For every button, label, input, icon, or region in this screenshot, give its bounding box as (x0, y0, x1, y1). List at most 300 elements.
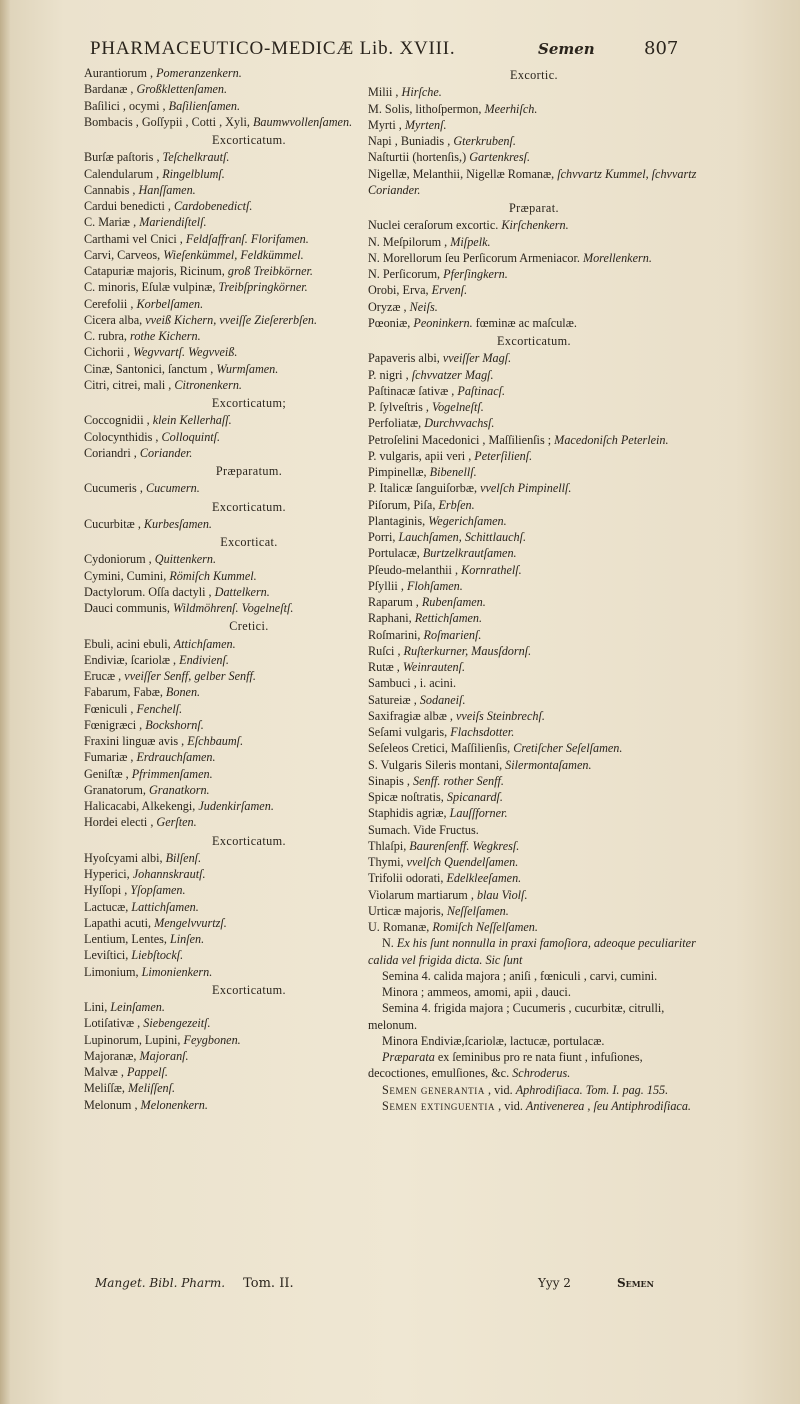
seed-entry (368, 133, 700, 149)
seed-entry (368, 480, 700, 496)
seed-entry (368, 887, 700, 903)
latin-name: Naſturtii (hortenſis,) (368, 150, 470, 165)
german-name: Erbſen. (438, 497, 475, 512)
subheading: Excortic. (510, 68, 558, 82)
latin-name: Plantaginis, (368, 513, 429, 528)
latin-name: Lini, (84, 1000, 111, 1014)
seed-entry (84, 328, 414, 344)
seed-entry (84, 279, 414, 295)
latin-name: Majoranæ, (84, 1048, 140, 1063)
latin-name: Aurantiorum , (84, 66, 157, 80)
latin-name: Limonium, (84, 964, 142, 979)
entry-tail: fœminæ ac maſculæ. (472, 315, 577, 330)
seed-entry (84, 412, 414, 428)
latin-name: Cardui benedicti , (84, 199, 175, 213)
latin-name: Cucumeris , (84, 481, 146, 496)
footer-tome: Tom. II. (243, 1276, 294, 1291)
seed-entry (84, 899, 414, 915)
german-name: Hanſſamen. (138, 182, 196, 197)
latin-name: N. Perſicorum, (368, 267, 444, 281)
latin-name: Papaveris albi, (368, 351, 443, 366)
german-name: Hirſche. (401, 85, 442, 100)
seed-entry (84, 964, 414, 980)
seed-entry (84, 701, 414, 717)
german-name: Wurmſamen. (216, 361, 279, 376)
seed-entry (368, 594, 700, 610)
page-gutter-shadow (0, 0, 10, 1404)
seed-entry (84, 600, 414, 616)
page-number: 807 (644, 38, 679, 59)
german-name: vvelſch Quendelſamen. (406, 855, 519, 869)
german-name: Teſchelkrautſ. (162, 150, 230, 165)
seed-entry (84, 947, 414, 963)
seed-entry (368, 903, 700, 919)
seed-entry (84, 516, 414, 532)
seed-entry (84, 344, 414, 360)
latin-name: Bardanæ , (84, 82, 137, 97)
latin-name: Orobi, Erva, (368, 283, 432, 298)
latin-name: Geniſtæ , (84, 766, 132, 781)
latin-name: Saxifragiæ albæ , (368, 708, 457, 723)
latin-name: Cymini, Cumini, (84, 568, 170, 583)
german-name: Pappelſ. (127, 1065, 168, 1079)
latin-name: Colocynthidis , (84, 429, 162, 444)
seed-entry (84, 584, 414, 600)
german-name: Majoranſ. (139, 1048, 189, 1063)
seed-entry (84, 931, 414, 947)
seed-entry (84, 1032, 414, 1048)
seed-entry (368, 234, 700, 250)
german-name: blau Violſ. (476, 887, 528, 902)
german-name: Paſtinacſ. (457, 383, 506, 398)
german-name: Kornrathelſ. (461, 562, 522, 577)
latin-name: Endiviæ, ſcariolæ , (84, 652, 180, 667)
latin-name: Lupinorum, Lupini, (84, 1032, 184, 1047)
german-name: Gerſten. (156, 815, 197, 830)
seed-entry (84, 798, 414, 814)
german-name: Wegerichſamen. (428, 513, 507, 528)
german-name: Lauchſamen, Schittlauchſ. (398, 530, 527, 544)
seed-entry (84, 182, 414, 198)
seed-entry (368, 101, 700, 117)
german-name: ſchvvatzer Magſ. (411, 367, 494, 382)
seed-entry (368, 675, 700, 691)
seed-entry (84, 1064, 414, 1080)
latin-name: Cucurbitæ , (84, 516, 144, 531)
seed-entry (84, 551, 414, 567)
seed-entry (368, 282, 700, 298)
seed-entry (368, 415, 700, 431)
german-name: Mariendiſtelſ. (139, 215, 207, 230)
semina-frigida-majora: Semina 4. frigida majora ; Cucumeris , cucurbitæ, citrulli, melonum. (368, 1001, 665, 1032)
latin-name: Fraxini linguæ avis , (84, 734, 188, 748)
seed-entry (84, 198, 414, 214)
seed-entry (368, 529, 700, 545)
seed-entry (84, 65, 414, 81)
seed-entry (368, 383, 700, 399)
latin-name: Violarum martiarum , (368, 887, 477, 902)
german-name: Bonen. (165, 685, 201, 700)
latin-name: Thlaſpi, (368, 838, 410, 853)
seed-entry (84, 312, 414, 328)
german-name: Wildmöhrenſ. Vogelneſtſ. (173, 601, 294, 615)
latin-name: Hordei electi , (84, 815, 157, 830)
seed-entry (84, 81, 414, 100)
seed-entry (368, 399, 700, 415)
right-column (368, 65, 700, 1114)
latin-name: Leviſtici, (84, 948, 132, 963)
latin-name: Perfoliatæ, (368, 416, 425, 431)
latin-name: N. Morellorum ſeu Perſicorum Armeniacor. (368, 250, 583, 265)
latin-name: Cannabis , (84, 182, 139, 197)
german-name: Pfrimmenſamen. (131, 766, 213, 781)
german-name: Kurbesſamen. (143, 516, 212, 531)
footer-signature (538, 1276, 654, 1290)
subheading: Præparatum. (215, 464, 283, 478)
seed-entry (368, 250, 700, 266)
german-name: Pomeranzenkern. (156, 66, 242, 80)
latin-name: Dauci communis, (84, 601, 174, 615)
left-column (84, 65, 414, 1113)
latin-name: Carvi, Carveos, (84, 247, 164, 262)
german-name: Spicanardſ. (446, 790, 503, 804)
german-name: Limonienkern. (141, 964, 213, 979)
seed-entry (368, 562, 700, 578)
seed-entry (368, 513, 700, 529)
seed-entry (368, 757, 700, 773)
cross-reference-extinguentia[interactable]: Semen extinguentia , vid. Antivenerea , ſeu Antiphrodiſiaca. (382, 1098, 691, 1113)
latin-name: Catapuriæ majoris, Ricinum, (84, 264, 228, 278)
german-name: Liebſtockſ. (131, 948, 184, 963)
latin-name: Pſeudo-melanthii , (368, 562, 462, 577)
german-name: Rubenſamen. (421, 595, 486, 609)
latin-name: Carthami vel Cnici , (84, 231, 186, 246)
german-name: Flohſamen. (406, 578, 463, 593)
german-name: Fenchelſ. (136, 701, 183, 716)
german-name: Lattichſamen. (131, 899, 199, 914)
catchword: Semen (616, 1276, 654, 1290)
semina-calida-minora: Minora ; ammeos, amomi, apii , dauci. (382, 985, 571, 999)
seed-entry (368, 448, 700, 464)
latin-name: M. Solis, lithoſpermon, (368, 101, 485, 116)
seed-entry (84, 1048, 414, 1064)
seed-entry (368, 724, 700, 740)
latin-name: Hyperici, (84, 867, 133, 881)
latin-name: Spicæ noſtratis, (368, 790, 447, 804)
german-name: Ervenſ. (431, 283, 468, 298)
german-name: Korbelſamen. (136, 296, 204, 311)
latin-name: Granatorum, (84, 782, 149, 797)
german-name: Gartenkresſ. (469, 150, 531, 165)
seed-entry (368, 84, 700, 100)
seed-entry (84, 231, 414, 247)
latin-name: Cinæ, Santonici, ſanctum , (84, 361, 217, 376)
latin-name: Ruſci , (368, 643, 404, 658)
seed-entry (84, 263, 414, 279)
latin-name: C. Mariæ , (84, 215, 140, 230)
seed-entry (368, 692, 700, 708)
german-name: Sodaneiſ. (419, 692, 466, 707)
german-name: Burtzelkrautſamen. (422, 546, 517, 561)
footer-source-title: Manget. Bibl. Pharm. (95, 1276, 226, 1290)
latin-name: Coccognidii , (84, 413, 153, 428)
latin-name: Petroſelini Macedonici , Maſſilienſis ; (368, 432, 555, 447)
german-name: Citronenkern. (174, 377, 242, 392)
seed-entry (368, 870, 700, 886)
seed-entry (368, 315, 700, 331)
subheading: Excorticatum; (211, 396, 287, 410)
german-name: Großklettenſamen. (136, 82, 228, 97)
seed-entry (84, 214, 414, 230)
german-name: Leinſamen. (110, 1000, 165, 1014)
german-name: Cardobenedictſ. (174, 199, 253, 213)
praeparata-note: Præparata ex ſeminibus pro re nata fiunt , infuſiones, decoctiones, emulſiones, &c. Schroderus. (368, 1050, 643, 1081)
german-name: Siebengezeitſ. (143, 1016, 211, 1031)
seed-entry (368, 497, 700, 513)
note-paragraph: N. Ex his ſunt nonnulla in praxi famoſiora, adeoque peculiariter calida vel frigida dicta. Sic ſunt (368, 936, 696, 967)
seed-entry (368, 545, 700, 561)
latin-name: Erucæ , (84, 669, 125, 683)
latin-name: Baſilici , ocymi , (84, 98, 169, 113)
german-name: vveiſſer Magſ. (442, 351, 512, 366)
german-name: Bockshornſ. (145, 717, 204, 732)
latin-name: Piſorum, Piſa, (368, 497, 439, 512)
german-name: Quittenkern. (154, 552, 217, 567)
german-name: Neiſs. (409, 299, 438, 314)
seed-entry (368, 299, 700, 315)
latin-name: S. Vulgaris Sileris montani, (368, 757, 506, 772)
german-name: Baumwvollenſamen. (252, 114, 353, 129)
german-name: Cucumern. (145, 481, 200, 496)
latin-name: Lotiſativæ , (84, 1016, 144, 1031)
german-name: Judenkirſamen. (198, 799, 274, 813)
latin-name: P. Italicæ ſanguiſorbæ, (368, 481, 481, 496)
latin-name: Melonum , (84, 1097, 141, 1112)
german-name: Silermontaſamen. (505, 757, 592, 772)
german-name: Bilſenſ. (165, 850, 202, 865)
latin-name: Sinapis , (368, 773, 414, 788)
seed-entry (368, 117, 700, 133)
latin-name: Seſami vulgaris, (368, 725, 451, 739)
german-name: Morellenkern. (582, 250, 652, 265)
latin-name: Portulacæ, (368, 546, 423, 561)
latin-name: Lactucæ, (84, 899, 132, 914)
latin-name: Dactylorum. Oſſa dactyli , (84, 584, 215, 599)
seed-entry (84, 636, 414, 652)
running-title: PHARMACEUTICO-MEDICÆ Lib. XVIII. (90, 38, 456, 59)
german-name: Colloquintſ. (161, 429, 221, 444)
seed-entry (84, 717, 414, 733)
german-name: vveiſs Steinbrechſ. (456, 708, 545, 723)
seed-entry (368, 773, 700, 789)
seed-entry (368, 266, 700, 282)
latin-name: Fœnigræci , (84, 717, 146, 732)
subheading: Excorticatum. (212, 499, 286, 514)
semina-calida-majora: Semina 4. calida majora ; aniſi , fœniculi , carvi, cumini. (382, 968, 658, 983)
seed-entry (84, 915, 414, 931)
german-name: Feygbonen. (183, 1032, 241, 1047)
seed-entry (84, 166, 414, 182)
german-name: Yſopſamen. (130, 883, 186, 898)
seed-entry (84, 568, 414, 584)
german-name: Dattelkern. (214, 584, 270, 599)
german-name: Wieſenkümmel, Feldkümmel. (163, 247, 304, 262)
seed-entry (84, 866, 414, 882)
latin-name: Hyſſopi , (84, 883, 131, 898)
german-name: Lauſſforner. (449, 806, 508, 821)
latin-name: Pimpinellæ, (368, 465, 430, 479)
german-name: Baurenſenff. Wegkresſ. (409, 838, 520, 853)
german-name: rothe Kichern. (130, 329, 201, 343)
note-italic: Ex his ſunt nonnulla in praxi famoſiora, adeoque peculiariter calida vel frigida dicta. Sic ſunt (368, 936, 696, 967)
latin-name: Hyoſcyami albi, (84, 850, 166, 865)
german-name: Kirſchenkern. (501, 218, 569, 233)
german-name: vvelſch Pimpinellſ. (480, 481, 572, 496)
latin-name: Rutæ , (368, 660, 403, 674)
latin-name: Ebuli, acini ebuli, (84, 636, 174, 651)
german-name: Miſpelk. (450, 234, 491, 249)
section-word: Semen (538, 40, 595, 58)
running-header (70, 38, 710, 64)
seed-entry (84, 1015, 414, 1031)
latin-name: Cichorii , (84, 345, 134, 360)
latin-name: Roſmarini, (368, 627, 424, 642)
seed-entry (368, 919, 700, 935)
seed-entry (368, 578, 700, 594)
latin-name: Cicera alba, (84, 312, 146, 327)
seed-entry (368, 610, 700, 626)
seed-entry (84, 733, 414, 749)
german-name: vveiß Kichern, vveiſſe Zieſererbſen. (145, 312, 318, 327)
subheading: Cretici. (229, 619, 269, 634)
seed-entry (84, 1097, 414, 1113)
latin-name: N. Meſpilorum , (368, 234, 451, 249)
german-name: Ruſterkurner, Mausſdornſ. (403, 643, 532, 658)
german-name: vveiſſer Senff, gelber Senff. (124, 669, 256, 683)
latin-name: P. ſylveſtris , (368, 400, 432, 414)
latin-name: Sambuci , i. acini. (368, 676, 457, 691)
latin-name: Citri, citrei, mali , (84, 377, 175, 392)
german-name: Wegvvartſ. Wegvveiß. (133, 345, 238, 360)
signature-mark: Yyy 2 (538, 1276, 571, 1290)
german-name: Johannskrautſ. (132, 867, 206, 881)
german-name: Melonenkern. (140, 1097, 208, 1112)
german-name: klein Kellerhaſſ. (152, 413, 232, 428)
latin-name: Milii , (368, 85, 402, 100)
seed-entry (368, 854, 700, 870)
seed-entry (368, 838, 700, 854)
seed-entry (84, 684, 414, 700)
german-name: Feldſaffranſ. Florifamen. (185, 231, 309, 246)
seed-entry (368, 166, 700, 199)
seed-entry (84, 999, 414, 1015)
seed-entry (84, 668, 414, 684)
german-name: Weinrautenſ. (402, 660, 466, 674)
german-name: Senff. rother Senff. (413, 773, 504, 788)
latin-name: P. nigri , (368, 367, 412, 382)
latin-name: Napi , Buniadis , (368, 134, 454, 148)
german-name: Vogelneſtſ. (432, 400, 484, 414)
seed-entry (84, 782, 414, 798)
german-name: Macedoniſch Peterlein. (554, 432, 669, 447)
latin-name: Halicacabi, Alkekengi, (84, 799, 199, 813)
latin-name: U. Romanæ, (368, 920, 433, 934)
german-name: Gterkrubenſ. (453, 134, 516, 148)
latin-name: Fumariæ , (84, 750, 137, 765)
latin-name: Meliſſæ, (84, 1081, 129, 1096)
german-name: Rettichſamen. (414, 611, 483, 626)
latin-name: Calendularum , (84, 166, 163, 181)
cross-reference-generantia[interactable]: Semen generantia , vid. Aphrodiſiaca. Tom. I. pag. 155. (382, 1082, 669, 1097)
seed-entry (368, 627, 700, 643)
seed-entry (84, 377, 414, 393)
latin-name: C. minoris, Eſulæ vulpinæ, (84, 280, 219, 295)
seed-entry (84, 98, 414, 114)
german-name: Pferſingkern. (443, 267, 508, 281)
latin-name: Thymi, (368, 855, 407, 869)
german-name: Myrtenſ. (404, 117, 447, 132)
german-name: Endivienſ. (179, 652, 229, 667)
subheading: Excorticatum. (212, 833, 286, 848)
subheading: Excorticatum. (212, 133, 286, 147)
seed-entry (84, 296, 414, 312)
german-name: Flachsdotter. (450, 725, 515, 739)
german-name: Romiſch Neſſelſamen. (432, 920, 538, 934)
german-name: Erdrauchſamen. (136, 750, 216, 765)
latin-name: Myrti , (368, 117, 405, 132)
latin-name: Malvæ , (84, 1065, 127, 1079)
german-name: Baſilienſamen. (168, 98, 241, 113)
german-name: groß Treibkörner. (227, 264, 313, 278)
german-name: Bibenellſ. (429, 465, 477, 479)
latin-name: Urticæ majoris, (368, 903, 447, 918)
latin-name: Bombacis , Goſſypii , Cotti , Xyli, (84, 114, 253, 129)
seed-entry (84, 445, 414, 461)
seed-entry (368, 740, 700, 756)
semina-frigida-minora: Minora Endiviæ,ſcariolæ, lactucæ, portulacæ. (382, 1033, 605, 1048)
subheading: Excorticatum. (497, 334, 571, 348)
latin-name: Nuclei ceraſorum excortic. (368, 218, 502, 233)
seed-entry (84, 814, 414, 830)
german-name: Peterſilienſ. (474, 448, 533, 463)
german-name: Cretiſcher Seſelſamen. (513, 741, 623, 756)
german-name: Attichſamen. (173, 636, 236, 651)
german-name: Mengelvvurtzſ. (154, 915, 227, 930)
seed-entry (368, 789, 700, 805)
german-name: Neſſelſamen. (446, 903, 509, 918)
latin-name: Trifolii odorati, (368, 871, 447, 886)
seed-entry (84, 114, 414, 130)
latin-name: C. rubra, (84, 329, 131, 343)
seed-entry (84, 1080, 414, 1096)
german-name: Coriander. (139, 445, 193, 460)
seed-entry (84, 149, 414, 165)
latin-name: Fœniculi , (84, 701, 137, 716)
latin-name: Lapathi acuti, (84, 915, 155, 930)
german-name: Treibſpringkörner. (218, 280, 308, 295)
seed-entry (368, 217, 700, 233)
german-name: Roſmarienſ. (423, 627, 482, 642)
latin-name: Porri, (368, 530, 399, 544)
seed-entry (84, 766, 414, 782)
seed-entry (84, 247, 414, 263)
seed-entry (368, 659, 700, 675)
seed-entry (368, 464, 700, 480)
german-name: Ringelblumſ. (162, 166, 225, 181)
seed-entry (368, 708, 700, 724)
german-name: Meliſſenſ. (128, 1081, 176, 1096)
seed-entry (84, 361, 414, 377)
